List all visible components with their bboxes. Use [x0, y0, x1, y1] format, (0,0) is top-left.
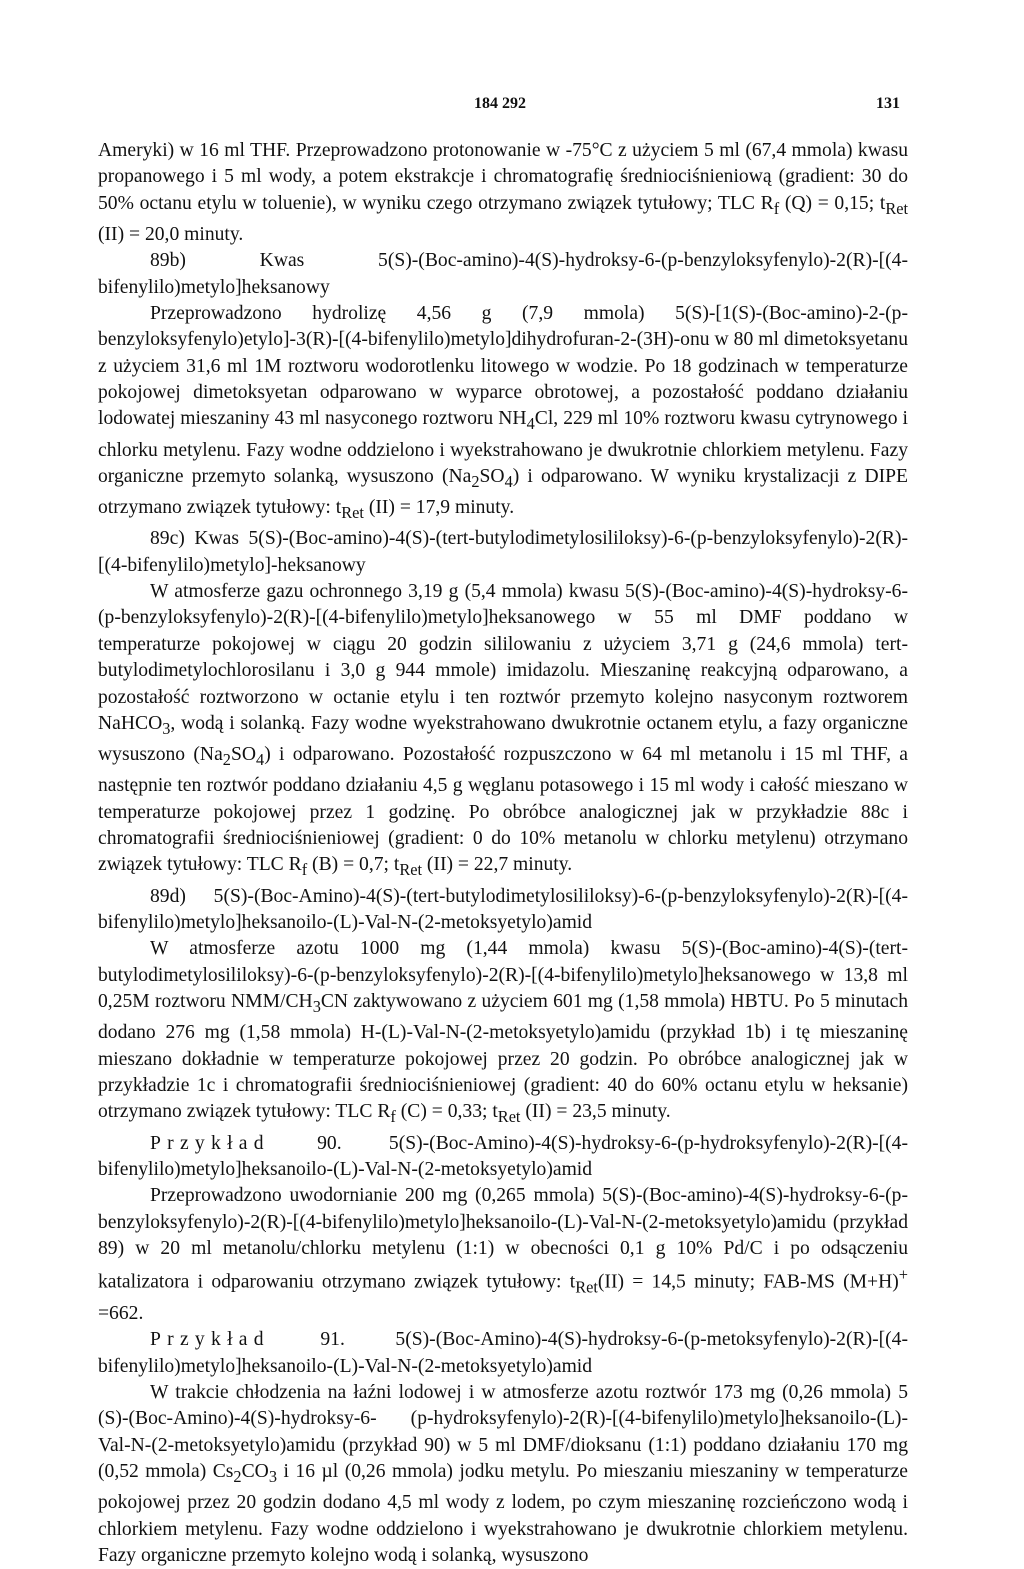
subscript: 2 — [222, 750, 231, 769]
example-label: Przykład — [150, 1132, 270, 1154]
subscript: f — [773, 198, 780, 218]
subscript: Ret — [575, 1277, 598, 1297]
paragraph-title: 89d) 5(S)-(Boc-Amino)-4(S)-(tert-butylodimetylosililoksy)-6-(p-benzyloksyfenylo)-2(R)-[(4-bifenylilo)metylo]heksanoilo-(L)-Val-N-(2-metoksyetylo)amid — [98, 885, 908, 933]
paragraph: Ameryki) w 16 ml THF. Przeprowadzono protonowanie w -75°C z użyciem 5 ml (67,4 mmola) kwasu propanowego i 5 ml wody, a potem ekstrakcje i chromatografię średniociśnieniową (gradient: 30 do 50% octanu etylu w toluenie), w wyniku czego otrzymano związek tytułowy; TLC $R_f$ (Q) = 0,15; $t_{Ret}$ (II) = 20,0 minuty. — [98, 140, 908, 245]
subscript: 4 — [504, 471, 513, 491]
subscript: Ret — [399, 860, 422, 880]
paragraph: Przeprowadzono uwodornianie 200 mg (0,265 mmola) 5(S)-(Boc-amino)-4(S)-hydroksy-6-(p-benzyloksyfenylo)-2(R)-[(4-bifenylilo)metylo]heksanoilo-(L)-Val-N-(2-metoksyetylo)amidu (przykład 89) w 20 ml metanolu/chlorku metylenu (1:1) w obecności 0,1 g 10% Pd/C i po odsączeniu katalizatora i odparowaniu otrzymano związek tytułowy: $t_{Ret}(II) = 14,5$ minuty; FAB-MS (M+H)+ =662. — [98, 1185, 908, 1325]
paragraph: W atmosferze azotu 1000 mg (1,44 mmola) kwasu 5(S)-(Boc-amino)-4(S)-(tert-butylodimetylosililoksy)-6-(p-benzyloksyfenylo)-2(R)-[(4-bifenylilo)metylo]heksanowego w 13,8 ml 0,25M roztworu NMM/$CH_3CN$ zaktywowano z użyciem 601 mg (1,58 mmola) HBTU. Po 5 minutach dodano 276 mg (1,58 mmola) H-(L)-Val-N-(2-metoksyetylo)amidu (przykład 1b) i tę mieszaninę mieszano dokładnie w temperaturze pokojowej przez 20 godzin. Po obróbce analogicznej jak w przykładzie 1c i chromatografii średniociśnieniowej (gradient: 40 do 60% octanu etylu w heksanie) otrzymano związek tytułowy: TLC $R_f$ (C) = 0,33; $t_{Ret}$ (II) = 23,5 minuty. — [98, 938, 908, 1127]
page-number: 131 — [876, 95, 900, 112]
subscript: 3 — [268, 1467, 277, 1486]
subscript: f — [301, 860, 308, 880]
example-heading: Przykład 90. 5(S)-(Boc-Amino)-4(S)-hydroksy-6-(p-hydroksyfenylo)-2(R)-[(4-bifenylilo)metylo]heksanoilo-(L)-Val-N-(2-metoksyetylo)amid — [98, 1132, 908, 1180]
example-label: Przykład — [150, 1329, 270, 1351]
subscript: Ret — [497, 1107, 521, 1127]
subscript: 3 — [312, 996, 321, 1016]
body-text — [98, 138, 908, 1569]
subscript: f — [390, 1107, 396, 1127]
subscript: 4 — [256, 750, 265, 769]
subscript: 2 — [471, 471, 480, 491]
patent-number: 184 292 — [474, 95, 526, 112]
paragraph: W atmosferze gazu ochronnego 3,19 g (5,4 mmola) kwasu 5(S)-(Boc-amino)-4(S)-hydroksy-6-(p-benzyloksyfenylo)-2(R)-[(4-bifenylilo)metylo]heksanowego w 55 ml DMF poddano w temperaturze pokojowej w ciągu 20 godzin sililowaniu z użyciem 3,71 g (24,6 mmola) tert-butylodimetylochlorosilanu i 3,0 g 944 mmole) imidazolu. Mieszaninę reakcyjną odparowano, a pozostałość roztworzono w octanie etylu i ten roztwór przemyto kolejno nasyconym roztworem NaHCO$_3$, wodą i solanką. Fazy wodne wyekstrahowano dwukrotnie octanem etylu, a fazy organiczne wysuszono $(Na_2SO_4)$ i odparowano. Pozostałość rozpuszczono w 64 ml metanolu i 15 ml THF, a następnie ten roztwór poddano działaniu 4,5 g węglanu potasowego i 15 ml wody i całość mieszano w temperaturze pokojowej przez 1 godzinę. Po obróbce analogicznej jak w przykładzie 88c i chromatografii średniociśnieniowej (gradient: 0 do 10% metanolu w chlorku metylenu) otrzymano związek tytułowy: TLC $R_f$ (B) = 0,7; $t_{Ret}$ (II) = 22,7 minuty. — [98, 581, 908, 880]
subscript: 3 — [162, 718, 171, 738]
paragraph: Przeprowadzono hydrolizę 4,56 g (7,9 mmola) 5(S)-[1(S)-(Boc-amino)-2-(p-benzyloksyfenylo)etylo]-3(R)-[(4-bifenylilo)metylo]dihydrofuran-2-(3H)-onu w 80 ml dimetoksyetanu z użyciem 31,6 ml 1M roztworu wodorotlenku litowego w wodzie. Po 18 godzinach w temperaturze pokojowej dimetoksyetan odparowano w wyparce obrotowej, a pozostałość poddano działaniu lodowatej mieszaniny 43 ml nasyconego roztworu $NH_4Cl$, 229 ml 10% roztworu kwasu cytrynowego i chlorku metylenu. Fazy wodne oddzielono i wyekstrahowano je dwukrotnie chlorkiem metylenu. Fazy organiczne przemyto solanką, wysuszono $(Na_2SO_4)$ i odparowano. W wyniku krystalizacji z DIPE otrzymano związek tytułowy: $t_{Ret}$ (II) = 17,9 minuty. — [98, 302, 908, 523]
subscript: 4 — [526, 414, 535, 434]
subscript: Ret — [885, 198, 908, 218]
paragraph-title: 89b) Kwas 5(S)-(Boc-amino)-4(S)-hydroksy-6-(p-benzyloksyfenylo)-2(R)-[(4-bifenylilo)metylo]heksanowy — [98, 250, 908, 298]
paragraph-title: 89c) Kwas 5(S)-(Boc-amino)-4(S)-(tert-butylodimetylosililoksy)-6-(p-benzyloksyfenylo)-2(R)-[(4-bifenylilo)metylo]-heksanowy — [98, 528, 908, 576]
example-heading: Przykład 91. 5(S)-(Boc-Amino)-4(S)-hydroksy-6-(p-metoksyfenylo)-2(R)-[(4-bifenylilo)metylo]heksanoilo-(L)-Val-N-(2-metoksyetylo)amid — [98, 1329, 908, 1377]
subscript: Ret — [341, 503, 364, 523]
superscript: + — [898, 1265, 908, 1285]
page-header — [100, 95, 900, 119]
paragraph: W trakcie chłodzenia na łaźni lodowej i w atmosferze azotu roztwór 173 mg (0,26 mmola) 5 (S)-(Boc-Amino)-4(S)-hydroksy-6- (p-hydroksyfenylo)-2(R)-[(4-bifenylilo)metylo]heksanoilo-(L)-Val-N-(2-metoksyetylo)amidu (przykład 90) w 5 ml DMF/dioksanu (1:1) poddano działaniu 170 mg (0,52 mmola) $Cs_2CO_3$ i 16 µl (0,26 mmola) jodku metylu. Po mieszaniu mieszaniny w temperaturze pokojowej przez 20 godzin dodano 4,5 ml wody z lodem, po czym mieszaninę rozcieńczono wodą i chlorkiem metylenu. Fazy wodne oddzielono i wyekstrahowano je dwukrotnie chlorkiem metylenu. Fazy organiczne przemyto kolejno wodą i solanką, wysuszono — [98, 1382, 909, 1567]
subscript: 2 — [233, 1467, 242, 1486]
